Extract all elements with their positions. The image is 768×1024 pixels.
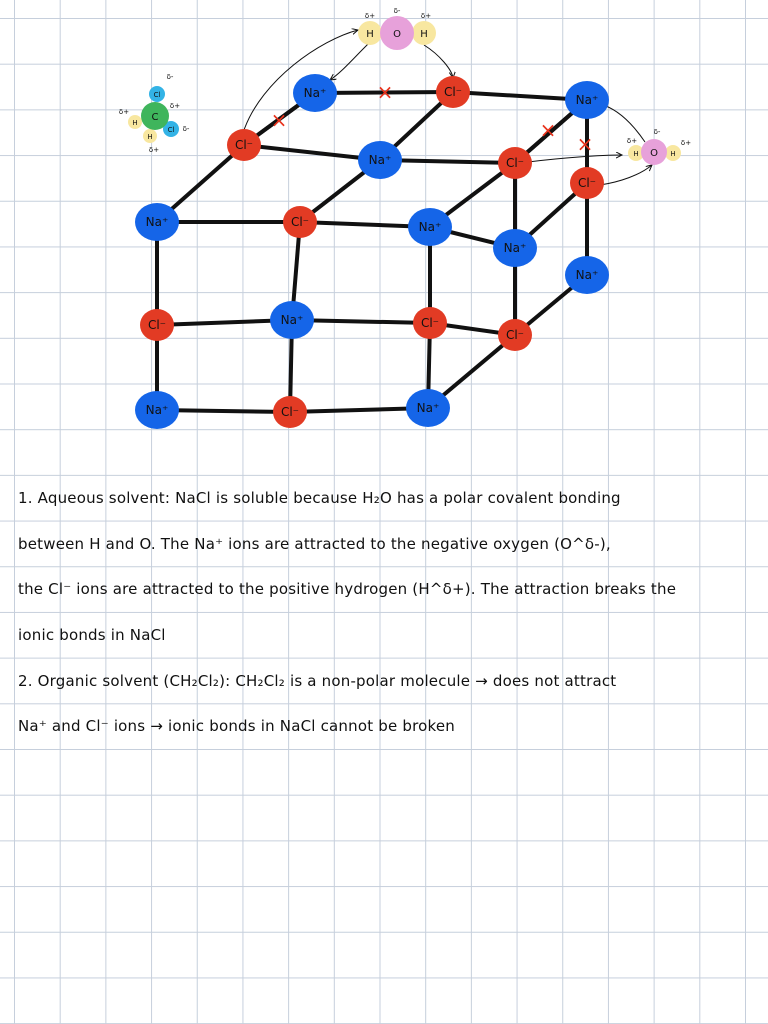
chloride-ion: [498, 319, 532, 351]
partial-charge: δ-: [166, 73, 174, 81]
atom-label: O: [393, 29, 401, 40]
chloride-ion: [140, 309, 174, 341]
ion-label: Na⁺: [416, 401, 440, 415]
partial-charge: δ+: [680, 139, 692, 147]
atom-label: H: [633, 150, 639, 158]
water-molecule-top: [358, 7, 436, 50]
note-line: the Cl⁻ ions are attracted to the positive hydrogen (H^δ+). The attraction breaks the: [18, 580, 677, 599]
dcm-molecule: [119, 73, 190, 154]
chloride-ion: [570, 167, 604, 199]
ion-label: Na⁺: [575, 268, 599, 282]
broken-bond-cross: ×: [376, 80, 394, 104]
broken-bond-cross: ×: [539, 118, 557, 142]
partial-charge: δ+: [148, 146, 160, 154]
note-line: ionic bonds in NaCl: [18, 626, 166, 645]
partial-charge: δ+: [364, 12, 376, 20]
chloride-ion: [413, 307, 447, 339]
atom-label: H: [366, 29, 374, 40]
sodium-ion: [406, 389, 450, 427]
chloride-ion: [283, 206, 317, 238]
partial-charge: δ+: [118, 108, 130, 116]
ion-label: Na⁺: [303, 86, 327, 100]
atom-label: Cl: [167, 126, 175, 134]
attraction-arrow: [424, 45, 453, 78]
ion-label: Na⁺: [503, 241, 527, 255]
ion-label: Cl⁻: [290, 215, 310, 229]
attraction-arrow: [600, 104, 645, 142]
atom-label: H: [420, 29, 428, 40]
partial-charge: δ+: [420, 12, 432, 20]
partial-charge: δ+: [169, 102, 181, 110]
partial-charge: δ-: [653, 128, 661, 136]
partial-charge: δ-: [182, 125, 190, 133]
sodium-ion: [135, 203, 179, 241]
sodium-ion: [358, 141, 402, 179]
chloride-ion: [227, 129, 261, 161]
explanation-notes: [18, 476, 758, 750]
ion-label: Na⁺: [368, 153, 392, 167]
atom-label: O: [650, 148, 658, 159]
note-line: between H and O. The Na⁺ ions are attracted to the negative oxygen (O^δ-),: [18, 534, 611, 553]
note-line: 2. Organic solvent (CH₂Cl₂): CH₂Cl₂ is a non-polar molecule → does not attract: [18, 671, 617, 690]
sodium-ion: [493, 229, 537, 267]
ion-label: Cl⁻: [577, 176, 597, 190]
sodium-ion: [293, 74, 337, 112]
note-line: Na⁺ and Cl⁻ ions → ionic bonds in NaCl cannot be broken: [18, 717, 456, 736]
ion-label: Cl⁻: [420, 316, 440, 330]
sodium-ion: [565, 81, 609, 119]
partial-charge: δ-: [393, 7, 401, 15]
sodium-ion: [270, 301, 314, 339]
ion-label: Na⁺: [145, 215, 169, 229]
chloride-ion: [436, 76, 470, 108]
ion-label: Na⁺: [575, 93, 599, 107]
ion-label: Na⁺: [418, 220, 442, 234]
attraction-arrow: [600, 165, 652, 185]
broken-bond-cross: ×: [270, 108, 288, 132]
attraction-arrow: [528, 155, 622, 162]
ion-label: Cl⁻: [505, 328, 525, 342]
atom-label: C: [151, 112, 159, 123]
ion-label: Cl⁻: [147, 318, 167, 332]
nacl-lattice-diagram: [0, 0, 768, 450]
sodium-ion: [408, 208, 452, 246]
atom-label: H: [670, 150, 676, 158]
ion-label: Na⁺: [280, 313, 304, 327]
sodium-ion: [135, 391, 179, 429]
partial-charge: δ+: [626, 137, 638, 145]
ion-label: Cl⁻: [443, 85, 463, 99]
sodium-ion: [565, 256, 609, 294]
water-molecule-right: [627, 128, 691, 165]
ion-label: Cl⁻: [280, 405, 300, 419]
atom-label: H: [132, 119, 138, 127]
broken-bond-cross: ×: [576, 132, 594, 156]
atom-label: Cl: [153, 91, 161, 99]
ion-label: Na⁺: [145, 403, 169, 417]
note-line: 1. Aqueous solvent: NaCl is soluble because H₂O has a polar covalent bonding: [18, 489, 621, 507]
lattice-ions: [135, 74, 609, 429]
ion-label: Cl⁻: [234, 138, 254, 152]
ion-label: Cl⁻: [505, 156, 525, 170]
atom-label: H: [147, 133, 153, 141]
chloride-ion: [273, 396, 307, 428]
chloride-ion: [498, 147, 532, 179]
